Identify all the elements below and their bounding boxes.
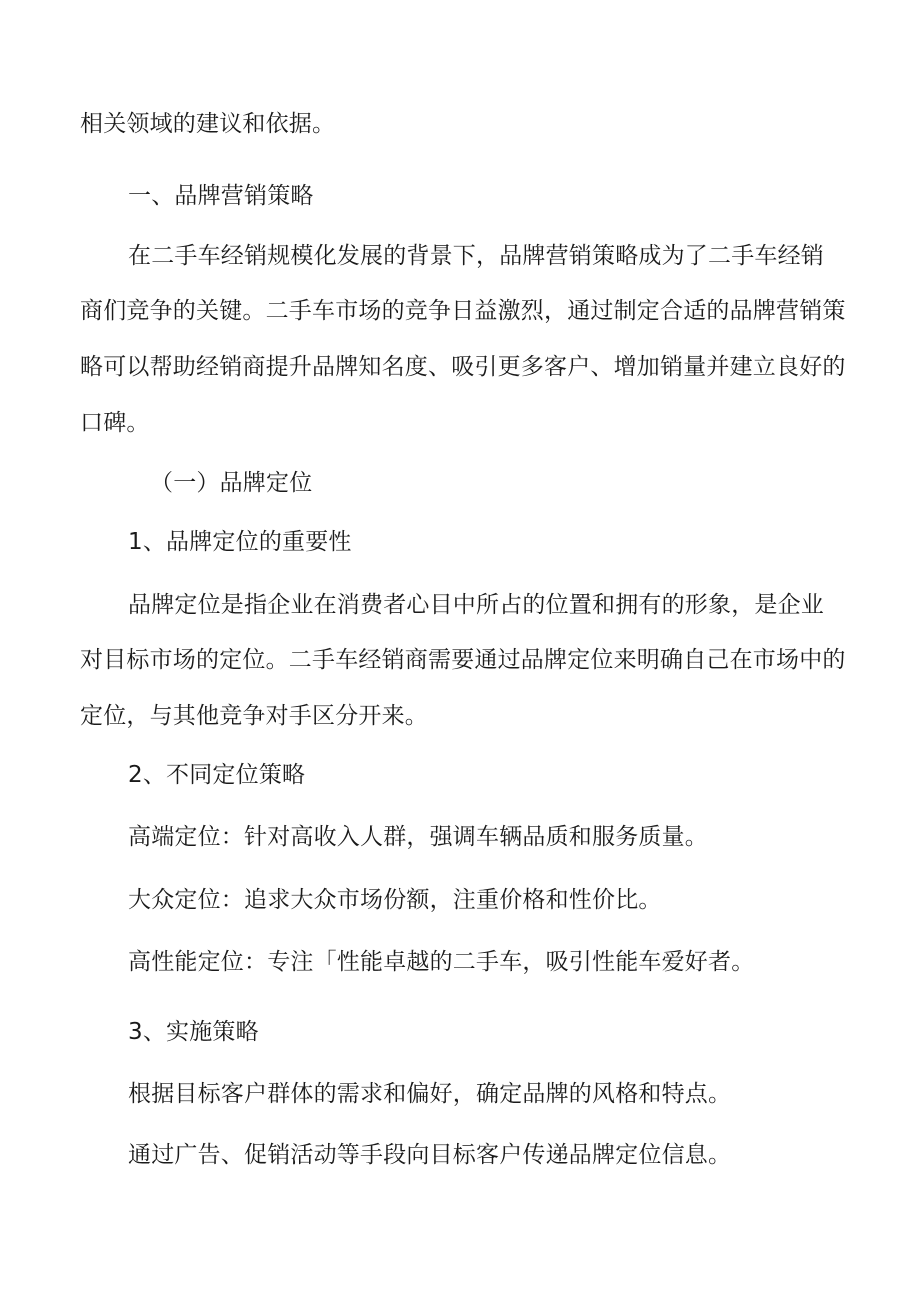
paragraph-continuation: 相关领域的建议和依据。 <box>80 111 336 137</box>
item-heading-1: 1、品牌定位的重要性 <box>128 529 352 555</box>
strategy-mass-market: 大众定位：追求大众市场份额，注重价格和性价比。 <box>128 887 662 913</box>
implementation-step-1: 根据目标客户群体的需求和偏好，确定品牌的风格和特点。 <box>128 1081 732 1107</box>
implementation-step-2: 通过广告、促销活动等手段向目标客户传递品牌定位信息。 <box>128 1142 732 1168</box>
section-heading: 一、品牌营销策略 <box>128 183 314 209</box>
intro-paragraph-line-1: 在二手车经销规模化发展的背景下，品牌营销策略成为了二手车经销 <box>128 243 824 269</box>
intro-paragraph-line-3: 略可以帮助经销商提升品牌知名度、吸引更多客户、增加销量并建立良好的 <box>80 354 846 380</box>
intro-paragraph-line-2: 商们竞争的关键。二手车市场的竞争日益激烈，通过制定合适的品牌营销策 <box>80 298 846 324</box>
intro-paragraph-line-4: 口碑。 <box>80 410 150 436</box>
strategy-high-performance: 高性能定位：专注「性能卓越的二手车，吸引性能车爱好者。 <box>128 949 755 975</box>
item-heading-2: 2、不同定位策略 <box>128 762 306 788</box>
positioning-paragraph-line-1: 品牌定位是指企业在消费者心目中所占的位置和拥有的形象，是企业 <box>128 592 824 618</box>
positioning-paragraph-line-3: 定位，与其他竞争对手区分开来。 <box>80 703 428 729</box>
strategy-high-end: 高端定位：针对高收入人群，强调车辆品质和服务质量。 <box>128 824 708 850</box>
subsection-heading: （一）品牌定位 <box>150 470 313 496</box>
item-heading-3: 3、实施策略 <box>128 1019 259 1045</box>
positioning-paragraph-line-2: 对目标市场的定位。二手车经销商需要通过品牌定位来明确自己在市场中的 <box>80 647 846 673</box>
